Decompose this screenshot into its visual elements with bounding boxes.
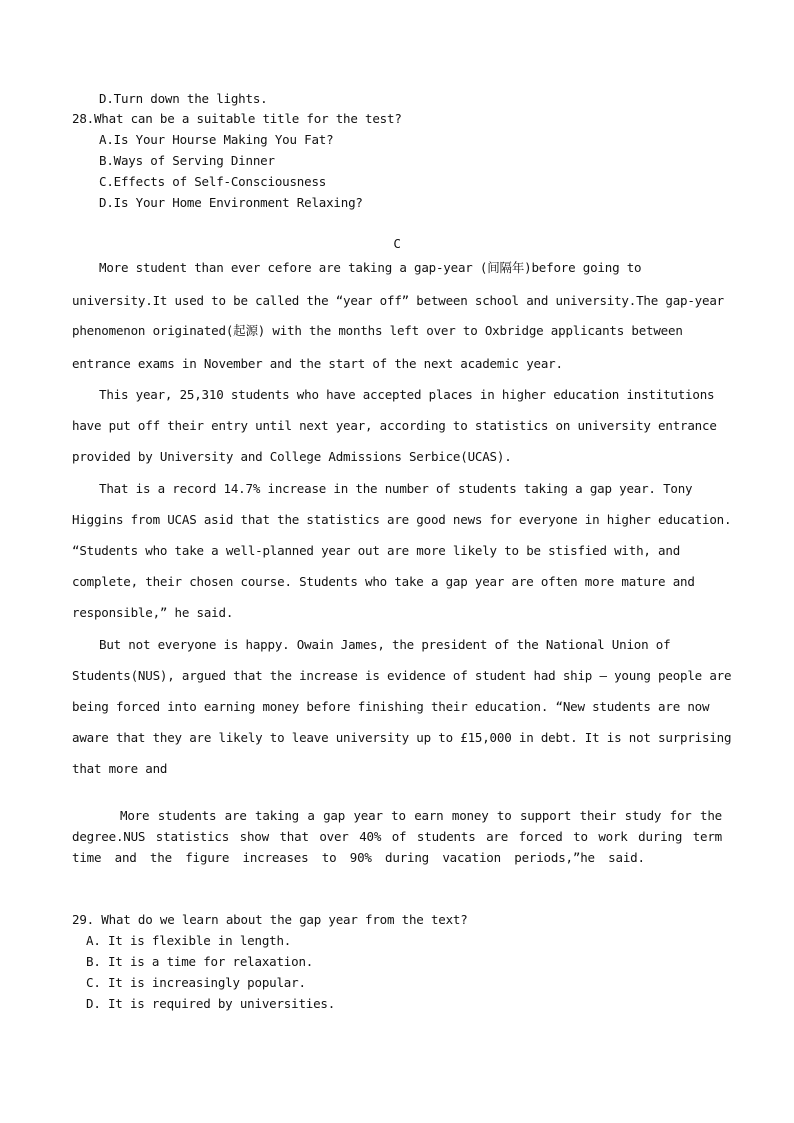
p1-line-2: university.It used to be called the “year off” between school and university.The gap-year [72,293,724,308]
p3-line-1: That is a record 14.7% increase in the number of students taking a gap year. Tony [99,481,693,496]
p3-line-4: complete, their chosen course. Students who take a gap year are often more mature and [72,574,695,589]
p4-line-4: aware that they are likely to leave university up to £15,000 in debt. It is not surprising [72,730,732,745]
p2-line-1: This year, 25,310 students who have accepted places in higher education institutions [99,387,715,402]
p3-line-3: “Students who take a well-planned year out are more likely to be stisfied with, and [72,543,681,558]
p3-line-2: Higgins from UCAS asid that the statistics are good news for everyone in higher education. [72,512,732,527]
q28-option-b: B.Ways of Serving Dinner [99,153,275,168]
p1-line-4: entrance exams in November and the start of the next academic year. [72,356,563,371]
p2-line-2: have put off their entry until next year, according to statistics on university entrance [72,418,717,433]
p3-line-5: responsible,” he said. [72,605,234,620]
p5-line-1: More students are taking a gap year to earn money to support their study for the [120,808,722,823]
q28-option-c: C.Effects of Self-Consciousness [99,174,327,189]
q29-option-c: C. It is increasingly popular. [86,975,306,990]
p4-line-2: Students(NUS), argued that the increase is evidence of student had ship – young people are [72,668,732,683]
q28-option-d: D.Is Your Home Environment Relaxing? [99,195,363,210]
p1-line-3: phenomenon originated(起源) with the months left over to Oxbridge applicants between [72,323,683,338]
p4-line-1: But not everyone is happy. Owain James, the president of the National Union of [99,637,671,652]
q29-option-a: A. It is flexible in length. [86,933,292,948]
p4-line-3: being forced into earning money before finishing their education. “New students are now [72,699,710,714]
q29-option-d: D. It is required by universities. [86,996,336,1011]
p2-line-3: provided by University and College Admissions Serbice(UCAS). [72,449,512,464]
p4-line-5: that more and [72,761,168,776]
q28-option-a: A.Is Your Hourse Making You Fat? [99,132,334,147]
p5-line-2: degree.NUS statistics show that over 40% of students are forced to work during term [72,829,722,844]
q29-question: 29. What do we learn about the gap year from the text? [72,912,468,927]
q28-question: 28.What can be a suitable title for the test? [72,111,402,126]
p5-line-3: time and the figure increases to 90% during vacation periods,”he said. [72,850,645,865]
passage-heading: C [393,236,401,251]
q27-option-d: D.Turn down the lights. [99,91,268,106]
p1-line-1: More student than ever cefore are taking a gap-year (间隔年)before going to [99,260,642,275]
q29-option-b: B. It is a time for relaxation. [86,954,314,969]
